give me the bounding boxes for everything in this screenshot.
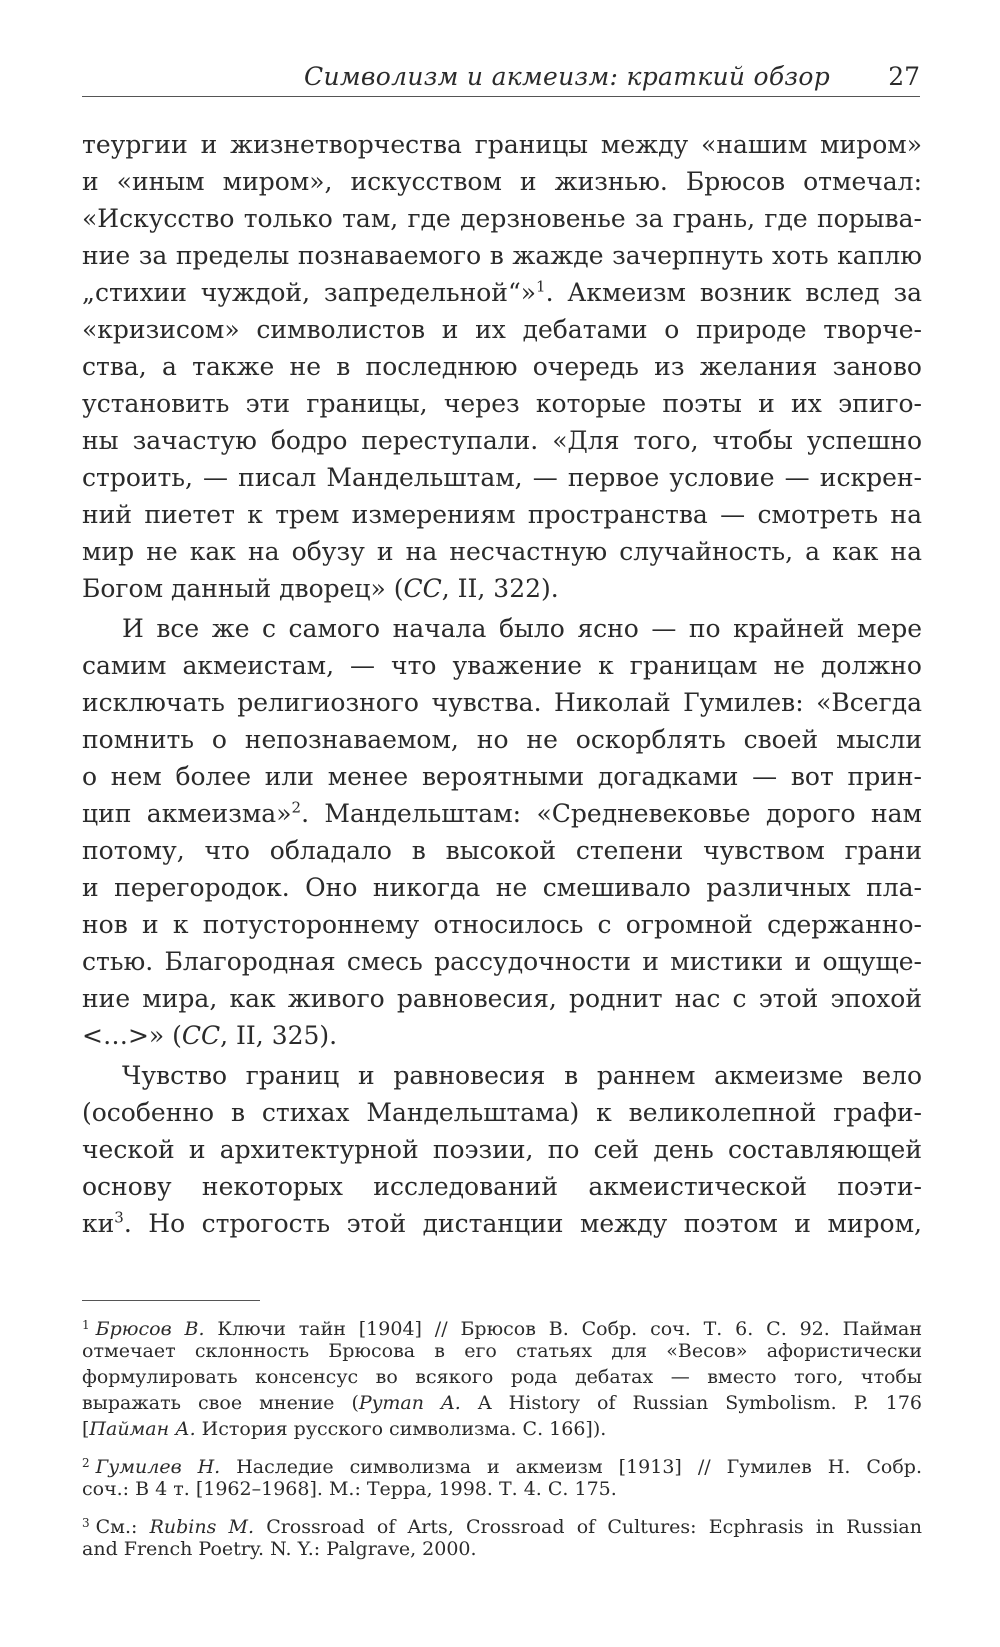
text-line: «Искусство только там, где дерзновенье за грань, где порыва- [82, 204, 922, 233]
text-line: строить, — писал Мандельштам, — первое условие — искрен- [82, 463, 922, 492]
text-line: Чувство границ и равновесия в раннем акмеизме вело [122, 1061, 922, 1090]
footnote-line: $^2$ Гумилев Н. Наследие символизма и акмеизм [1913] // Гумилев Н. Собр. [82, 1456, 922, 1478]
footnote-line: and French Poetry. N. Y.: Palgrave, 2000. [82, 1538, 477, 1560]
text-line: ны зачастую бодро переступали. «Для того, чтобы успешно [82, 426, 922, 455]
running-header [82, 60, 920, 100]
running-title: Символизм и акмеизм: краткий обзор [304, 62, 830, 91]
text-line: помнить о непознаваемом, но не оскорблять своей мысли [82, 725, 922, 754]
text-line: о нем более или менее вероятными догадками — вот прин- [82, 762, 922, 791]
text-line: Богом данный дворец» (CC, II, 322). [82, 574, 559, 603]
footnote-line: выражать свое мнение (Pyman A. A History of Russian Symbolism. P. 176 [82, 1392, 923, 1414]
text-line: цип акмеизма»$^2$. Мандельштам: «Средневековье дорого нам [82, 798, 922, 828]
text-line: теургии и жизнетворчества границы между «нашим миром» [82, 130, 922, 159]
footnote-3 [82, 1510, 922, 1562]
text-line: ние за пределы познаваемого в жажде зачерпнуть хоть каплю [82, 241, 922, 270]
text-line: исключать религиозного чувства. Николай Гумилев: «Всегда [82, 688, 922, 717]
text-line: установить эти границы, через которые поэты и их эпиго- [82, 389, 922, 418]
footnote-line: [Пайман А. История русского символизма. С. 166]). [82, 1418, 607, 1440]
footnote-ref-1[interactable]: 1 [536, 277, 546, 296]
text-line: И все же с самого начала было ясно — по крайней мере [122, 614, 922, 643]
text-line: потому, что обладало в высокой степени чувством грани [82, 836, 922, 865]
text-line: ний пиетет к трем измерениям пространства — смотреть на [82, 500, 922, 529]
text-line: стью. Благородная смесь рассудочности и мистики и ощуще- [82, 947, 922, 976]
footnotes [82, 1312, 922, 1562]
paragraph-3 [82, 1057, 922, 1242]
footnote-2 [82, 1450, 922, 1502]
text-line: и «иным миром», искусством и жизнью. Брюсов отмечал: [82, 167, 922, 196]
text-line: мир не как на обузу и на несчастную случайность, а как на [82, 537, 922, 566]
text-line: самим акмеистам, — что уважение к границам не должно [82, 651, 922, 680]
body-text [82, 126, 922, 1242]
text-line: основу некоторых исследований акмеистической поэти- [82, 1172, 922, 1201]
text-line: ние мира, как живого равновесия, роднит нас с этой эпохой [82, 984, 922, 1013]
text-line: (особенно в стихах Мандельштама) к великолепной графи- [82, 1098, 922, 1127]
footnote-line: формулировать консенсус во всякого рода дебатах — вместо того, чтобы [82, 1366, 922, 1388]
page-number: 27 [888, 62, 920, 91]
footnote-rule [82, 1300, 260, 1301]
footnote-line: $^1$ Брюсов В. Ключи тайн [1904] // Брюсов В. Собр. соч. Т. 6. С. 92. Пайман [82, 1318, 922, 1340]
footnote-1 [82, 1312, 922, 1442]
footnote-line: $^3$ См.: Rubins M. Crossroad of Arts, Crossroad of Cultures: Ecphrasis in Russian [82, 1516, 922, 1538]
text-line: и перегородок. Оно никогда не смешивало различных пла- [82, 873, 922, 902]
header-rule [82, 96, 920, 97]
footnote-ref-3[interactable]: 3 [114, 1208, 124, 1227]
text-line: нов и к потустороннему относилось с огромной сдержанно- [82, 910, 922, 939]
text-line: <…>» (CC, II, 325). [82, 1021, 338, 1050]
text-line: „стихии чуждой, запредельной“»$^1$. Акмеизм возник вслед за [82, 277, 922, 307]
text-line: «кризисом» символистов и их дебатами о природе творче- [82, 315, 922, 344]
footnote-ref-2[interactable]: 2 [291, 798, 302, 817]
footnote-line: отмечает склонность Брюсова в его статьях для «Весов» афористически [82, 1340, 922, 1362]
paragraph-1 [82, 126, 922, 607]
footnote-line: соч.: В 4 т. [1962–1968]. М.: Терра, 1998. Т. 4. С. 175. [82, 1478, 617, 1500]
text-line: ства, а также не в последнюю очередь из желания заново [82, 352, 922, 381]
text-line: ческой и архитектурной поэзии, по сей день составляющей [82, 1135, 922, 1164]
paragraph-2 [82, 610, 922, 1054]
text-line: $ки^3$. Но строгость этой дистанции между поэтом и миром, [82, 1208, 922, 1238]
